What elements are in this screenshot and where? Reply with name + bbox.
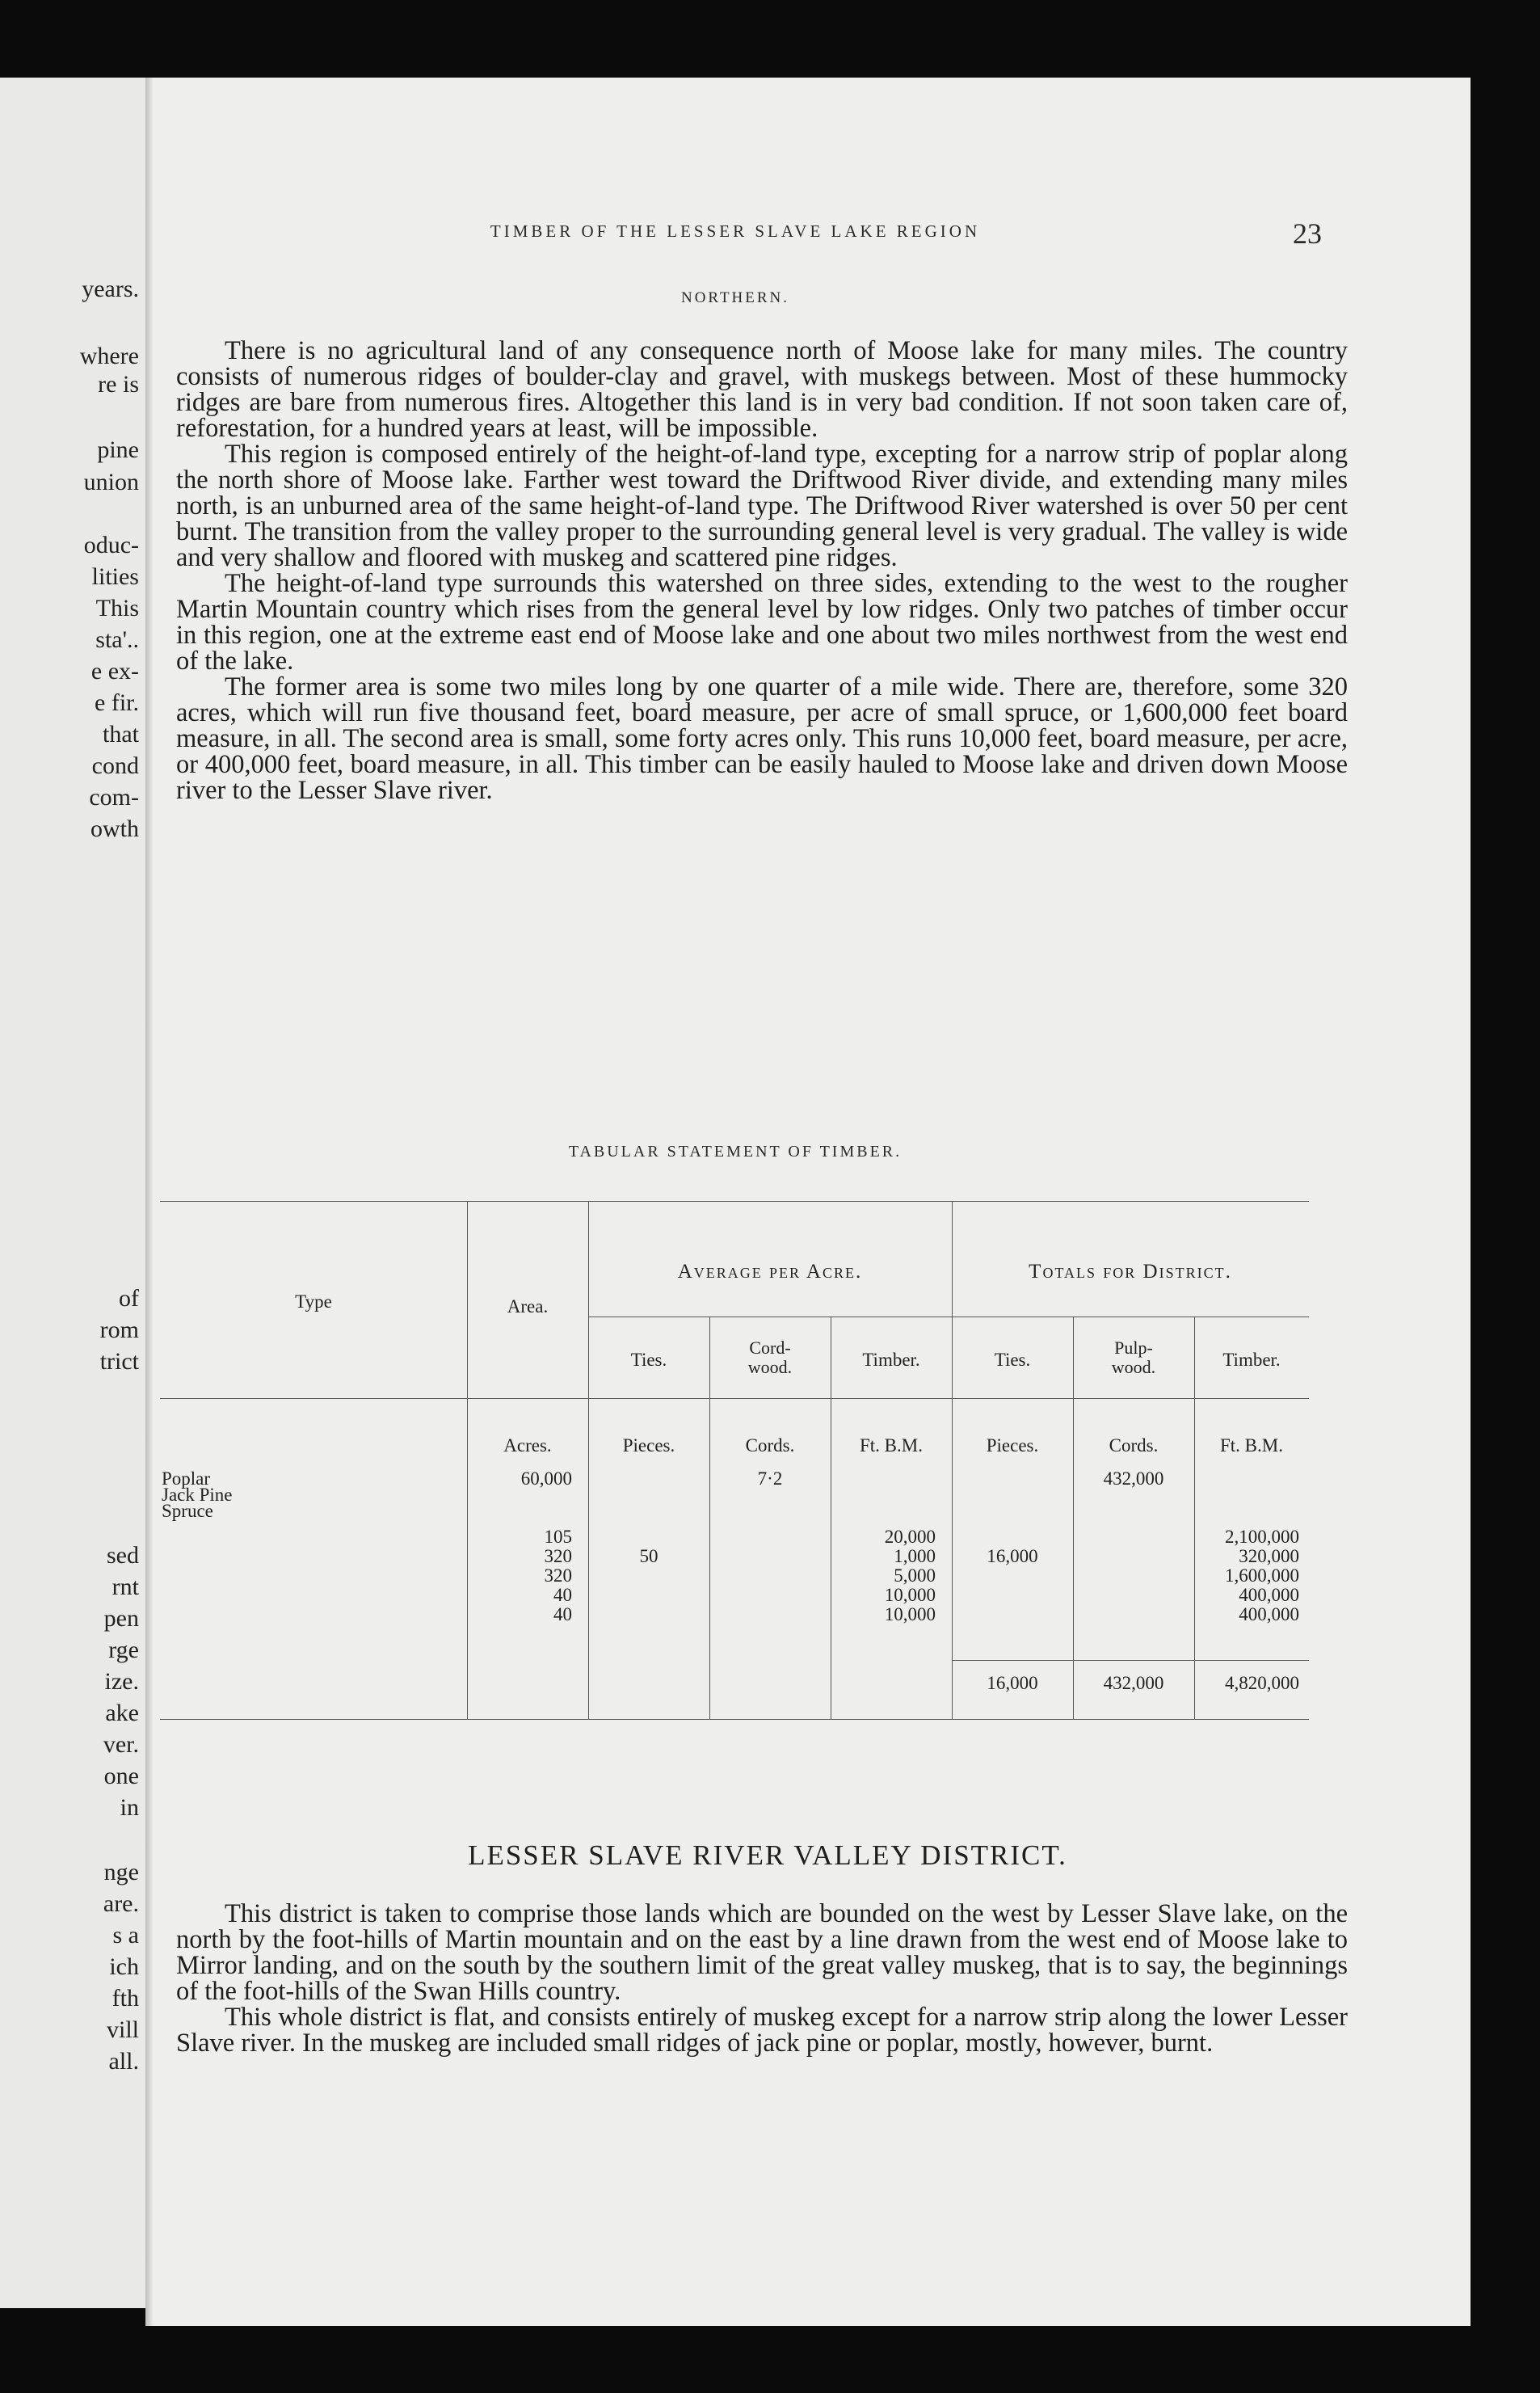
table-rule bbox=[467, 1201, 468, 1719]
table-rule bbox=[952, 1660, 1309, 1661]
left-fragment: all. bbox=[108, 2048, 139, 2075]
total-timber: 4,820,000 bbox=[1225, 1673, 1299, 1693]
left-fragment: e ex- bbox=[90, 658, 139, 685]
left-fragment: years. bbox=[82, 276, 139, 302]
cell-area: 40 bbox=[553, 1604, 572, 1624]
facing-page bbox=[0, 78, 145, 2308]
type-label: Spruce bbox=[162, 1501, 213, 1521]
header-total-timber: Timber. bbox=[1222, 1350, 1281, 1370]
header-area: Area. bbox=[507, 1296, 549, 1317]
cell-area: 320 bbox=[544, 1565, 572, 1586]
cell-total-timber: 1,600,000 bbox=[1225, 1565, 1299, 1586]
left-fragment: one bbox=[103, 1763, 139, 1789]
unit-timber: Ft. B.M. bbox=[860, 1435, 923, 1456]
paragraph: This district is taken to comprise those lands which are bounded on the west by Lesser Slave lake, on the north by the foot-hills of Martin mountain and on the east by a line drawn from the west end of Moose lake to Mirror landing, and on the south by the southern limit of the great valley muskeg, that is to say, the beginnings of the foot-hills of the Swan Hills country. bbox=[176, 1899, 1348, 2006]
header-totals-for-district: Totals for District. bbox=[1029, 1261, 1232, 1283]
body-text-top bbox=[176, 338, 1348, 803]
cell-total-timber: 400,000 bbox=[1239, 1585, 1299, 1605]
cell-total-timber: 320,000 bbox=[1239, 1546, 1299, 1566]
left-fragment: of bbox=[119, 1285, 139, 1312]
left-fragment: oduc- bbox=[83, 532, 139, 558]
left-fragment: sta'.. bbox=[95, 626, 139, 653]
running-head: TIMBER OF THE LESSER SLAVE LAKE REGION bbox=[490, 221, 981, 241]
paragraph: This region is composed entirely of the height-of-land type, excepting for a narrow strip of poplar along the north shore of Moose lake. Farther west toward the Driftwood River divide, and extending many miles north, is an unburned area of the same height-of-land type. The Driftwood River watershed is over 50 per cent burnt. The transition from the valley proper to the surrounding general level is very gradual. The valley is wide and very shallow and floored with muskeg and scattered pine ridges. bbox=[176, 440, 1348, 572]
cell-area: 105 bbox=[544, 1527, 572, 1547]
type-label: Poplar bbox=[162, 1468, 211, 1489]
header-total-ties: Ties. bbox=[994, 1350, 1031, 1370]
left-fragment: vill bbox=[106, 2016, 139, 2043]
left-fragment: lities bbox=[91, 563, 139, 590]
cell-timber: 20,000 bbox=[884, 1527, 936, 1547]
left-fragment: rge bbox=[108, 1637, 139, 1663]
paragraph: This whole district is flat, and consists entirely of muskeg except for a narrow strip along the lower Lesser Slave river. In the muskeg are included small ridges of jack pine or poplar, mostly, however, burnt. bbox=[176, 2003, 1348, 2058]
cell-ties: 50 bbox=[639, 1546, 658, 1566]
unit-total-timber: Ft. B.M. bbox=[1220, 1435, 1283, 1456]
header-type: Type bbox=[295, 1291, 332, 1312]
left-fragment: cond bbox=[91, 752, 139, 779]
header-average-per-acre: Average per Acre. bbox=[677, 1261, 863, 1283]
left-fragment: owth bbox=[90, 815, 139, 842]
unit-area: Acres. bbox=[503, 1435, 552, 1456]
cell-total-timber: 2,100,000 bbox=[1225, 1527, 1299, 1547]
header-pulpwood-line1: Pulp- bbox=[1114, 1338, 1153, 1358]
left-fragment: s a bbox=[112, 1922, 139, 1949]
left-fragment: are. bbox=[103, 1890, 139, 1917]
left-fragment: ake bbox=[105, 1700, 139, 1726]
cell-timber: 1,000 bbox=[894, 1546, 936, 1566]
header-cordwood-line1: Cord- bbox=[749, 1338, 791, 1358]
header-cordwood-line2: wood. bbox=[747, 1357, 793, 1377]
unit-ties: Pieces. bbox=[622, 1435, 675, 1456]
cell-area: 60,000 bbox=[520, 1468, 572, 1489]
left-fragment: ize. bbox=[104, 1668, 139, 1695]
table-rule bbox=[160, 1719, 1309, 1720]
header-ties: Ties. bbox=[630, 1350, 667, 1370]
cell-area: 320 bbox=[544, 1546, 572, 1566]
paragraph: The former area is some two miles long by one quarter of a mile wide. There are, therefore, some 320 acres, which will run five thousand feet, board measure, per acre of small spruce, or 1,600,000 feet board measure, in all. The second area is small, some forty acres only. This runs 10,000 feet, board measure, per acre, or 400,000 feet, board measure, in all. This timber can be easily hauled to Moose lake and driven down Moose river to the Lesser Slave river. bbox=[176, 672, 1348, 805]
left-fragment: fth bbox=[112, 1985, 139, 2012]
paragraph: The height-of-land type surrounds this watershed on three sides, extending to the west to the rougher Martin Mountain country which rises from the general level by low ridges. Only two patches of timber occur in this region, one at the extreme east end of Moose lake and one about two miles northwest from the west end of the lake. bbox=[176, 569, 1348, 676]
cell-timber: 10,000 bbox=[884, 1585, 936, 1605]
page-number: 23 bbox=[1293, 217, 1322, 250]
left-fragment: trict bbox=[99, 1348, 139, 1375]
table-rule bbox=[160, 1201, 1309, 1202]
document-page bbox=[145, 78, 1471, 2326]
cell-total-ties: 16,000 bbox=[987, 1546, 1038, 1566]
unit-pulpwood: Cords. bbox=[1109, 1435, 1159, 1456]
type-label: Jack Pine bbox=[162, 1485, 233, 1505]
section-heading: NORTHERN. bbox=[680, 289, 790, 306]
cell-timber: 10,000 bbox=[884, 1604, 936, 1624]
cell-timber: 5,000 bbox=[894, 1565, 936, 1586]
left-fragment: in bbox=[120, 1794, 139, 1821]
left-fragment: pine bbox=[97, 436, 139, 463]
header-pulpwood-line2: wood. bbox=[1111, 1357, 1156, 1377]
district-heading: LESSER SLAVE RIVER VALLEY DISTRICT. bbox=[468, 1839, 1067, 1871]
page-binding-shadow bbox=[145, 78, 154, 2326]
cell-cordwood: 7·2 bbox=[757, 1468, 783, 1489]
table-rule bbox=[160, 1398, 1309, 1399]
left-fragment: e fir. bbox=[95, 689, 139, 716]
paragraph: There is no agricultural land of any consequence north of Moose lake for many miles. The country consists of numerous ridges of boulder-clay and gravel, with muskegs between. Most of these hummocky ridges are bare from numerous fires. Altogether this land is in very bad condition. If not soon taken care of, reforestation, for a hundred years at least, will be impossible. bbox=[176, 336, 1348, 443]
body-text-bottom bbox=[176, 1901, 1348, 2056]
left-fragment: rnt bbox=[112, 1574, 139, 1600]
left-fragment: com- bbox=[89, 784, 139, 811]
left-fragment: ich bbox=[109, 1953, 139, 1980]
cell-pulpwood: 432,000 bbox=[1103, 1468, 1164, 1489]
header-pulpwood bbox=[1073, 1338, 1194, 1377]
table-title: TABULAR STATEMENT OF TIMBER. bbox=[568, 1143, 903, 1161]
left-fragment: rom bbox=[99, 1317, 139, 1343]
cell-total-timber: 400,000 bbox=[1239, 1604, 1299, 1624]
left-fragment: sed bbox=[107, 1542, 139, 1569]
left-fragment: nge bbox=[103, 1859, 139, 1885]
cell-area: 40 bbox=[553, 1585, 572, 1605]
left-fragment: This bbox=[95, 595, 139, 621]
table-rule bbox=[1194, 1317, 1195, 1719]
left-fragment: ver. bbox=[103, 1731, 139, 1758]
total-ties: 16,000 bbox=[987, 1673, 1038, 1693]
timber-table bbox=[160, 1201, 1309, 1728]
left-fragment: re is bbox=[98, 371, 139, 398]
unit-total-ties: Pieces. bbox=[986, 1435, 1039, 1456]
header-timber: Timber. bbox=[862, 1350, 920, 1370]
left-fragment: union bbox=[83, 469, 139, 495]
left-fragment: where bbox=[79, 343, 139, 369]
total-pulpwood: 432,000 bbox=[1103, 1673, 1164, 1693]
left-fragment: pen bbox=[103, 1605, 139, 1632]
left-fragment: that bbox=[103, 721, 139, 748]
header-cordwood bbox=[709, 1338, 831, 1377]
unit-cordwood: Cords. bbox=[745, 1435, 795, 1456]
